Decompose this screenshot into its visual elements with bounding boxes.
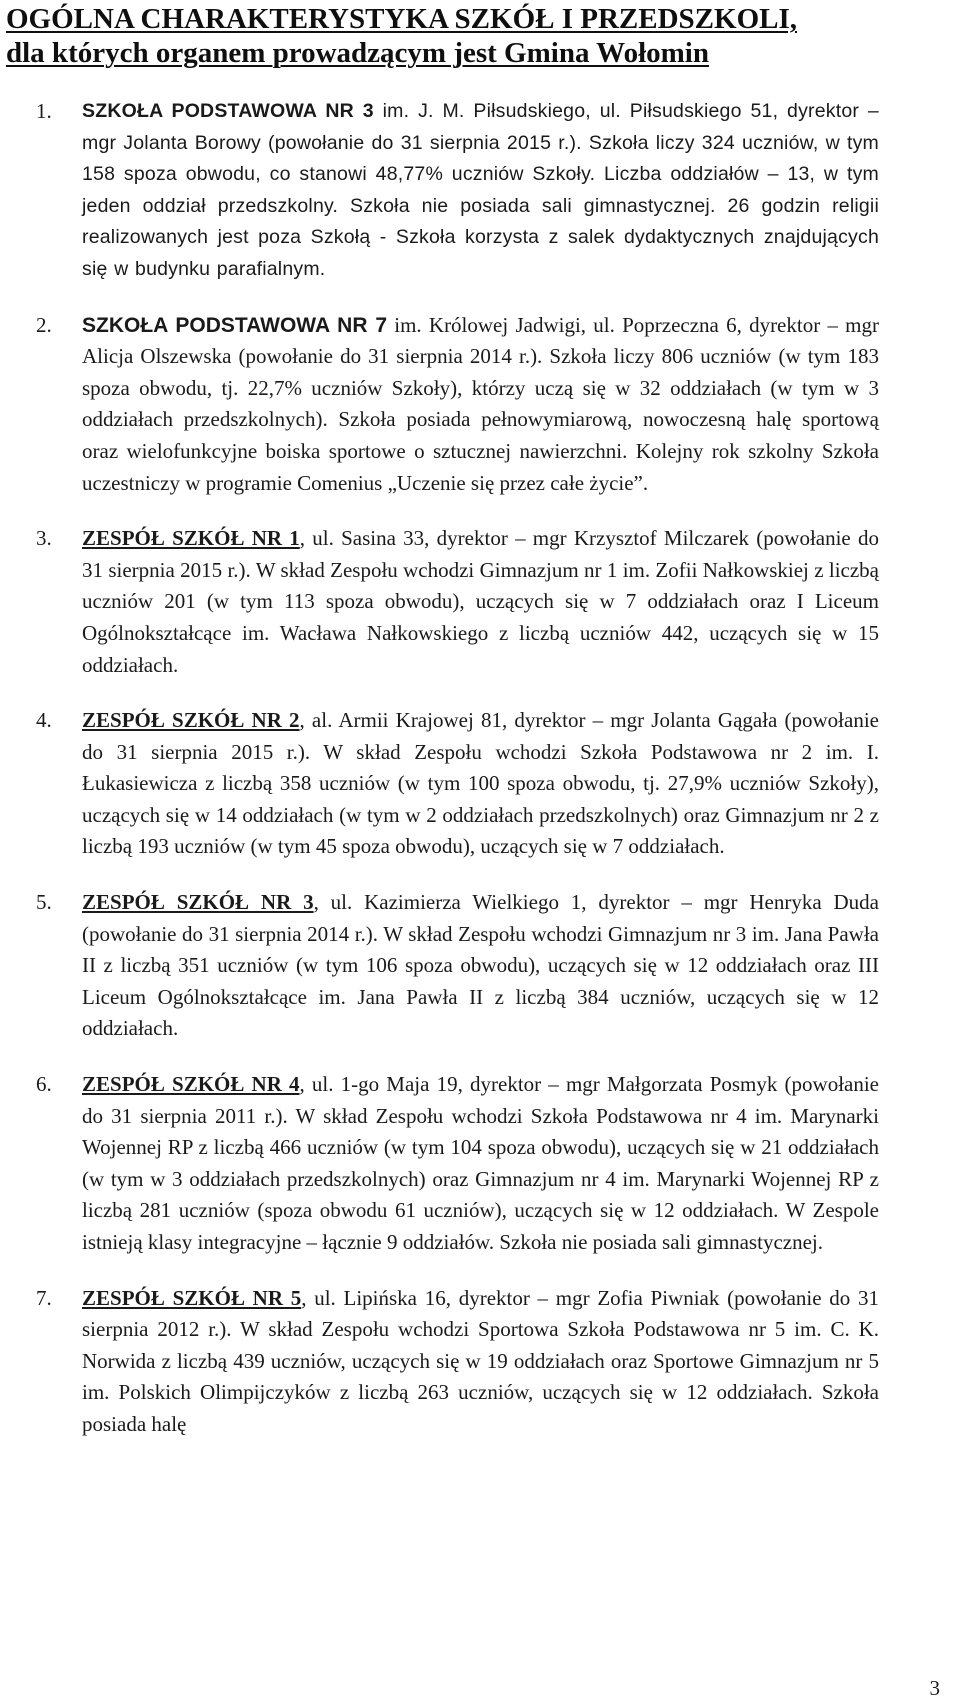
- school-name: ZESPÓŁ SZKÓŁ NR 1: [82, 526, 300, 551]
- item-number: 2.: [36, 312, 52, 337]
- item-number: 1.: [36, 99, 52, 123]
- item-number: 5.: [36, 890, 52, 915]
- school-name: ZESPÓŁ SZKÓŁ NR 5: [82, 1285, 302, 1310]
- page-number: 3: [929, 1676, 940, 1700]
- item-body: [82, 887, 879, 1045]
- item-number: 4.: [36, 708, 52, 733]
- school-name: ZESPÓŁ SZKÓŁ NR 3: [82, 890, 314, 915]
- school-name: ZESPÓŁ SZKÓŁ NR 4: [82, 1072, 300, 1097]
- school-item-5: [0, 887, 960, 1045]
- document-title: [0, 0, 960, 70]
- school-description: , ul. Lipińska 16, dyrektor – mgr Zofia Piwniak (powołanie do 31 sierpnia 2012 r.). W skład Zespołu wchodzi Sportowa Szkoła Podstawowa nr 5 im. C. K. Norwida z liczbą 439 uczniów, uczących się w 19 oddziałach oraz Sportowe Gimnazjum nr 5 im. Polskich Olimpijczyków z liczbą 263 uczniów, uczących się w 12 oddziałach. Szkoła posiada halę: [82, 1285, 880, 1436]
- school-description: , ul. Sasina 33, dyrektor – mgr Krzysztof Milczarek (powołanie do 31 sierpnia 2015 r.). W skład Zespołu wchodzi Gimnazjum nr 1 im. Zofii Nałkowskiej z liczbą uczniów 201 (w tym 113 spoza obwodu), uczących się w 7 oddziałach oraz I Liceum Ogólnokształcące im. Wacława Nałkowskiego z liczbą uczniów 442, uczących się w 15 oddziałach.: [82, 526, 879, 677]
- item-number: 7.: [36, 1285, 52, 1310]
- item-body: [82, 1069, 879, 1259]
- item-body: [82, 96, 879, 286]
- school-name: ZESPÓŁ SZKÓŁ NR 2: [82, 708, 300, 733]
- title-line-2: dla których organem prowadzącym jest Gmina Wołomin: [6, 37, 709, 69]
- school-name: SZKOŁA PODSTAWOWA NR 7: [82, 313, 388, 337]
- title-line-1: OGÓLNA CHARAKTERYSTYKA SZKÓŁ I PRZEDSZKOLI,: [6, 3, 798, 35]
- item-number: 6.: [36, 1072, 52, 1097]
- item-body: [82, 705, 879, 863]
- school-item-4: [0, 705, 960, 863]
- school-item-3: [0, 523, 960, 681]
- item-body: [82, 310, 879, 500]
- school-item-1: [0, 96, 960, 286]
- school-item-2: [0, 310, 960, 500]
- school-description: im. J. M. Piłsudskiego, ul. Piłsudskiego 51, dyrektor – mgr Jolanta Borowy (powołanie do 31 sierpnia 2015 r.). Szkoła liczy 324 uczniów, w tym 158 spoza obwodu, co stanowi 48,77% uczniów Szkoły. Liczba oddziałów – 13, w tym jeden oddział przedszkolny. Szkoła nie posiada sali gimnastycznej. 26 godzin religii realizowanych jest poza Szkołą - Szkoła korzysta z salek dydaktycznych znajdujących się w budynku parafialnym.: [82, 100, 879, 280]
- school-description: , ul. 1-go Maja 19, dyrektor – mgr Małgorzata Posmyk (powołanie do 31 sierpnia 2011 r.). W skład Zespołu wchodzi Szkoła Podstawowa nr 4 im. Marynarki Wojennej RP z liczbą 466 uczniów (w tym 104 spoza obwodu), uczących się w 21 oddziałach (w tym w 3 oddziałach przedszkolnych) oraz Gimnazjum nr 4 im. Marynarki Wojennej RP z liczbą 281 uczniów (spoza obwodu 61 uczniów), uczących się w 12 oddziałach. W Zespole istnieją klasy integracyjne – łącznie 9 oddziałów. Szkoła nie posiada sali gimnastycznej.: [82, 1072, 879, 1254]
- school-description: , al. Armii Krajowej 81, dyrektor – mgr Jolanta Gągała (powołanie do 31 sierpnia 2015 r.). W skład Zespołu wchodzi Szkoła Podstawowa nr 2 im. I. Łukasiewicza z liczbą 358 uczniów (w tym 100 spoza obwodu, tj. 27,9% uczniów Szkoły), uczących się w 14 oddziałach (w tym w 2 oddziałach przedszkolnych) oraz Gimnazjum nr 2 z liczbą 193 uczniów (w tym 45 spoza obwodu), uczących się w 7 oddziałach.: [82, 708, 879, 859]
- item-body: [82, 1283, 879, 1441]
- school-name: SZKOŁA PODSTAWOWA NR 3: [82, 100, 374, 122]
- school-item-6: [0, 1069, 960, 1259]
- school-description: im. Królowej Jadwigi, ul. Poprzeczna 6, dyrektor – mgr Alicja Olszewska (powołanie do 31 sierpnia 2014 r.). Szkoła liczy 806 uczniów (w tym 183 spoza obwodu, tj. 22,7% uczniów Szkoły), którzy uczą się w 32 oddziałach (w tym w 3 oddziałach przedszkolnych). Szkoła posiada pełnowymiarową, nowoczesną halę sportową oraz wielofunkcyjne boiska sportowe o sztucznej nawierzchni. Kolejny rok szkolny Szkoła uczestniczy w programie Comenius „Uczenie się przez całe życie”.: [82, 312, 880, 495]
- school-list: [0, 96, 960, 1465]
- school-description: , ul. Kazimierza Wielkiego 1, dyrektor – mgr Henryka Duda (powołanie do 31 sierpnia 2014 r.). W skład Zespołu wchodzi Gimnazjum nr 3 im. Jana Pawła II z liczbą 351 uczniów (w tym 106 spoza obwodu), uczących się w 12 oddziałach oraz III Liceum Ogólnokształcące im. Jana Pawła II z liczbą 384 uczniów, uczących się w 12 oddziałach.: [82, 890, 879, 1041]
- item-number: 3.: [36, 526, 52, 551]
- item-body: [82, 523, 879, 681]
- school-item-7: [0, 1283, 960, 1441]
